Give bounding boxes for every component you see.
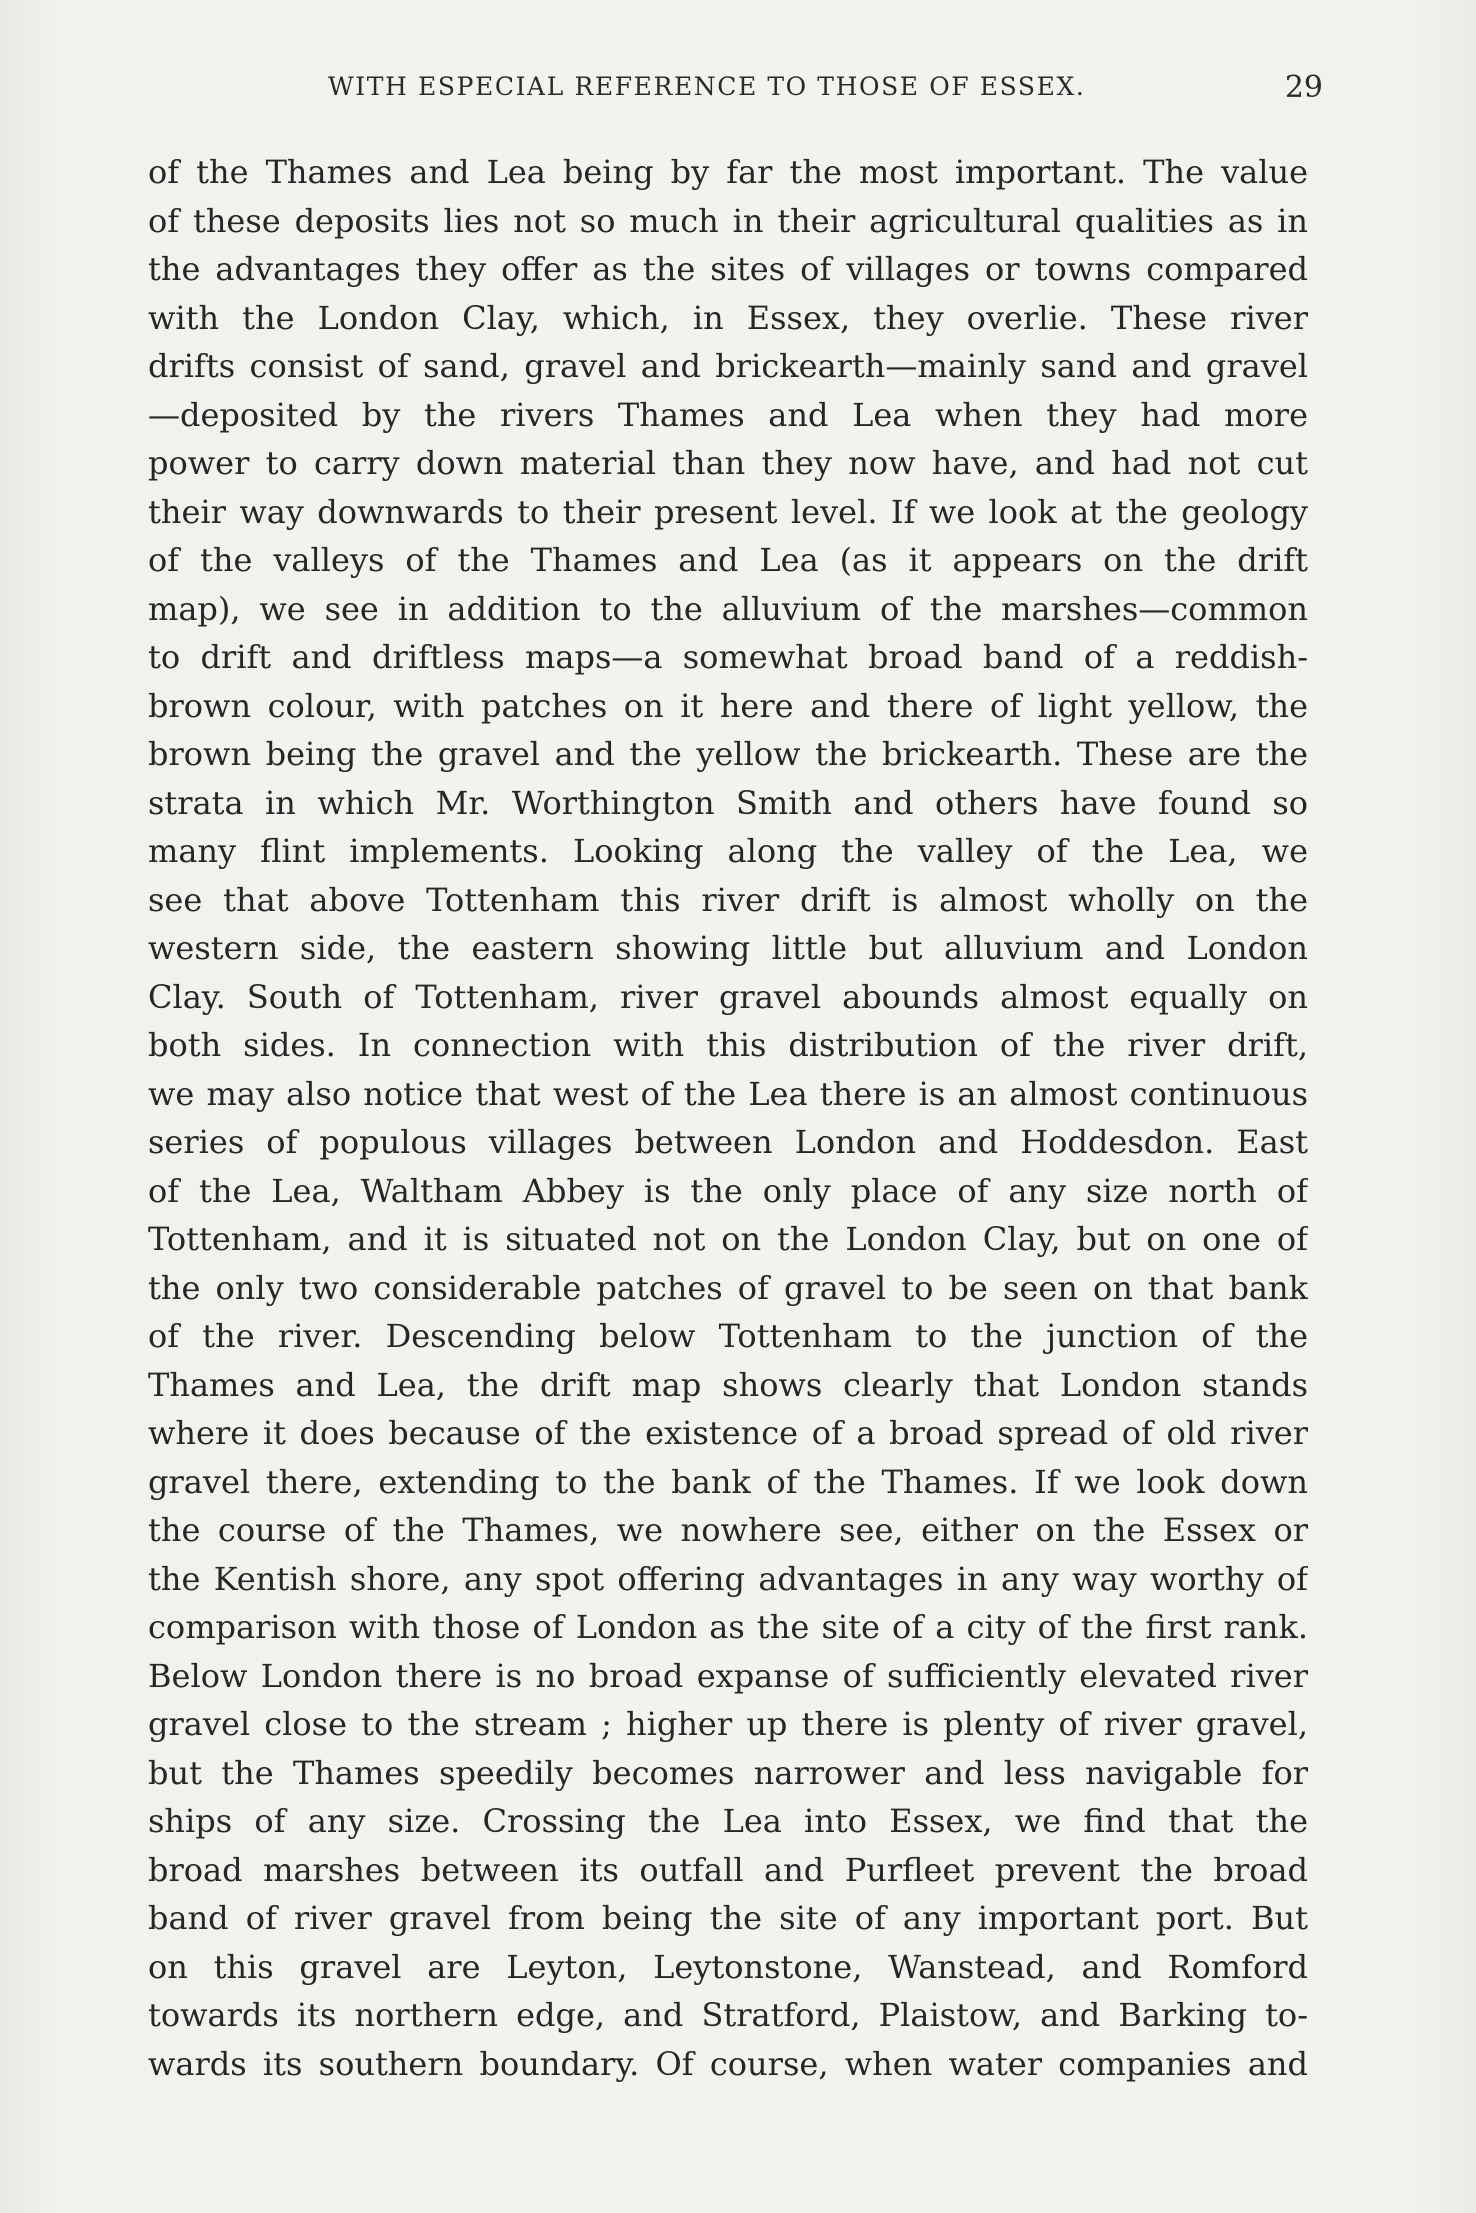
text-line: western side, the eastern showing little but alluvium and London bbox=[148, 929, 1308, 967]
text-line: brown being the gravel and the yellow the brickearth. These are the bbox=[148, 735, 1308, 773]
text-line: gravel there, extending to the bank of the Thames. If we look down bbox=[148, 1462, 1308, 1501]
text-line: drifts consist of sand, gravel and brickearth—mainly sand and gravel bbox=[148, 347, 1308, 385]
text-line: of the river. Descending below Tottenham to the junction of the bbox=[148, 1317, 1308, 1355]
text-line: the advantages they offer as the sites of villages or towns compared bbox=[148, 250, 1308, 288]
text-line: Tottenham, and it is situated not on the London Clay, but on one of bbox=[148, 1220, 1308, 1258]
page-number: 29 bbox=[1284, 70, 1323, 105]
text-line: strata in which Mr. Worthington Smith and others have found so bbox=[148, 783, 1308, 822]
text-line: towards its northern edge, and Stratford, Plaistow, and Barking to- bbox=[148, 1996, 1308, 2034]
text-line: Clay. South of Tottenham, river gravel abounds almost equally on bbox=[148, 977, 1308, 1016]
text-line: of the Thames and Lea being by far the most important. The value bbox=[148, 153, 1308, 191]
running-title: WITH ESPECIAL REFERENCE TO THOSE OF ESSEX. bbox=[328, 72, 1086, 101]
body-text bbox=[148, 148, 1308, 2088]
text-line: Below London there is no broad expanse of sufficiently elevated river bbox=[148, 1656, 1308, 1695]
text-line: —deposited by the rivers Thames and Lea when they had more bbox=[148, 395, 1308, 434]
text-line: to drift and driftless maps—a somewhat broad band of a reddish- bbox=[148, 638, 1308, 676]
text-line: the course of the Thames, we nowhere see, either on the Essex or bbox=[148, 1511, 1308, 1549]
running-head bbox=[148, 72, 1323, 112]
text-line: of these deposits lies not so much in their agricultural qualities as in bbox=[148, 201, 1308, 240]
text-line: where it does because of the existence of a broad spread of old river bbox=[148, 1414, 1308, 1452]
text-line: of the valleys of the Thames and Lea (as it appears on the drift bbox=[148, 541, 1308, 579]
text-line: power to carry down material than they now have, and had not cut bbox=[148, 444, 1308, 482]
text-line: on this gravel are Leyton, Leytonstone, Wanstead, and Romford bbox=[148, 1947, 1308, 1986]
text-line: ships of any size. Crossing the Lea into Essex, we find that the bbox=[148, 1802, 1308, 1840]
text-line: with the London Clay, which, in Essex, they overlie. These river bbox=[148, 298, 1308, 337]
text-line: Thames and Lea, the drift map shows clearly that London stands bbox=[148, 1365, 1308, 1404]
text-line: their way downwards to their present level. If we look at the geology bbox=[148, 492, 1308, 531]
text-line: wards its southern boundary. Of course, when water companies and bbox=[148, 2044, 1308, 2083]
text-line: series of populous villages between London and Hoddesdon. East bbox=[148, 1123, 1308, 1161]
text-line: the only two considerable patches of gravel to be seen on that bank bbox=[148, 1268, 1308, 1307]
text-line: but the Thames speedily becomes narrower and less navigable for bbox=[148, 1753, 1308, 1792]
text-line: gravel close to the stream ; higher up there is plenty of river gravel, bbox=[148, 1705, 1308, 1743]
text-line: we may also notice that west of the Lea there is an almost continuous bbox=[148, 1074, 1308, 1113]
text-line: broad marshes between its outfall and Purfleet prevent the broad bbox=[148, 1850, 1308, 1889]
text-line: of the Lea, Waltham Abbey is the only place of any size north of bbox=[148, 1171, 1308, 1210]
text-line: map), we see in addition to the alluvium of the marshes—common bbox=[148, 589, 1308, 628]
text-line: many flint implements. Looking along the valley of the Lea, we bbox=[148, 832, 1308, 870]
text-line: comparison with those of London as the site of a city of the first rank. bbox=[148, 1608, 1308, 1646]
text-line: see that above Tottenham this river drift is almost wholly on the bbox=[148, 880, 1308, 919]
text-line: brown colour, with patches on it here and there of light yellow, the bbox=[148, 686, 1308, 725]
text-line: both sides. In connection with this distribution of the river drift, bbox=[148, 1026, 1308, 1064]
text-line: band of river gravel from being the site of any important port. But bbox=[148, 1899, 1308, 1937]
text-line: the Kentish shore, any spot offering advantages in any way worthy of bbox=[148, 1559, 1308, 1598]
